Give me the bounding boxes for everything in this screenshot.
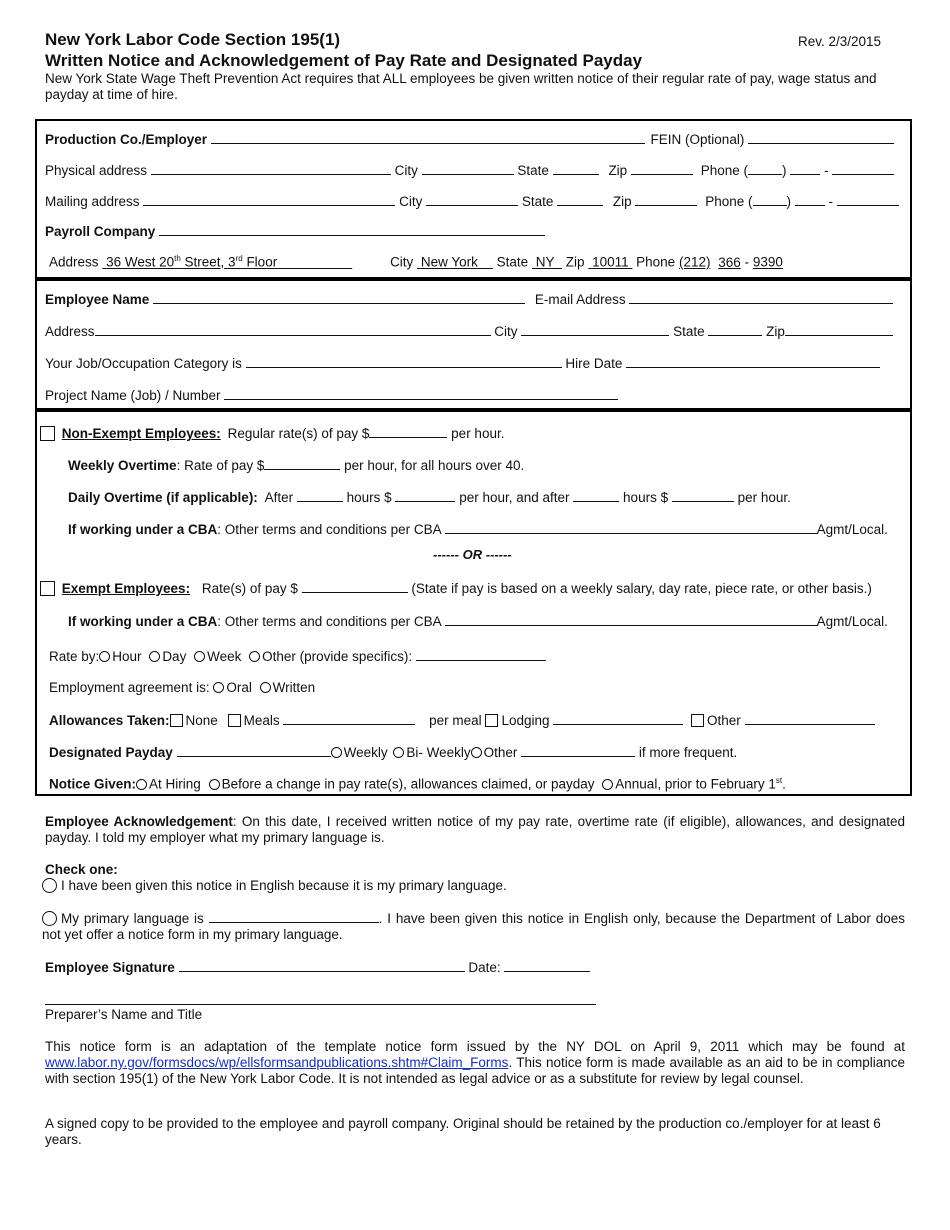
check-one-label: Check one: (45, 862, 118, 877)
payday-biweekly-radio[interactable] (393, 747, 404, 758)
mailing-address-field[interactable] (143, 193, 395, 206)
nonexempt-row: Non-Exempt Employees: Regular rate(s) of pay $ per hour. (40, 425, 504, 441)
exempt-rate-field[interactable] (302, 580, 408, 593)
employee-city-field[interactable] (521, 323, 669, 336)
employee-address-field[interactable] (95, 323, 491, 336)
physical-phone-prefix[interactable] (790, 162, 820, 175)
cba-terms-field-2[interactable] (445, 613, 817, 626)
cba-terms-field-1[interactable] (445, 521, 817, 534)
mailing-zip-field[interactable] (635, 193, 697, 206)
physical-state-field[interactable] (553, 162, 599, 175)
physical-phone-area[interactable] (748, 162, 782, 175)
agreement-written-radio[interactable] (260, 682, 271, 693)
notice-given-row: Notice Given: At Hiring Before a change in pay rate(s), allowances claimed, or payday Annual, prior to February 1st. (49, 776, 786, 792)
nonexempt-checkbox[interactable] (40, 426, 55, 441)
weekly-ot-rate-field[interactable] (264, 457, 340, 470)
footer-disclaimer: This notice form is an adaptation of the template notice form issued by the NY DOL on April 9, 2011 which may be found at www.labor.ny.gov/formsdocs/wp/ellsformsandpublications.shtm#Claim_Forms. This notice form is made available as an aid to be in compliance with section 195(1) of the New York Labor Code. It is not intended as legal advice or as a substitute for review by legal counsel. (45, 1039, 905, 1086)
rate-other-radio[interactable] (249, 651, 260, 662)
notice-hiring-radio[interactable] (136, 779, 147, 790)
regular-rate-field[interactable] (369, 425, 447, 438)
employee-zip-field[interactable] (785, 323, 893, 336)
payroll-company-field[interactable] (159, 223, 545, 236)
weekly-overtime-row: Weekly Overtime: Rate of pay $ per hour, for all hours over 40. (68, 458, 525, 473)
physical-address-row: Physical address City State Zip Phone ( ) - (45, 162, 894, 178)
rate-other-field[interactable] (416, 648, 546, 661)
payroll-company-row: Payroll Company (45, 223, 545, 239)
rate-hour-radio[interactable] (99, 651, 110, 662)
daily-overtime-row: Daily Overtime (if applicable): After hours $ per hour, and after hours $ per hour. (68, 490, 791, 505)
language-option-2: My primary language is . I have been given this notice in English only, because the Department of Labor does not yet offer a notice form in my primary language. (42, 911, 905, 942)
signature-field[interactable] (179, 959, 465, 972)
preparer-label: Preparer’s Name and Title (45, 1007, 203, 1022)
payroll-city-field[interactable]: New York (420, 254, 478, 270)
physical-zip-field[interactable] (631, 162, 693, 175)
fein-field[interactable] (748, 131, 894, 144)
project-field[interactable] (224, 387, 618, 400)
dol-forms-link[interactable]: www.labor.ny.gov/formsdocs/wp/ellsformsandpublications.shtm#Claim_Forms (45, 1055, 509, 1070)
allowance-meals-checkbox[interactable] (228, 714, 241, 727)
employee-name-field[interactable] (153, 291, 525, 304)
employee-name-row: Employee Name E-mail Address (45, 291, 893, 307)
payroll-phone-prefix[interactable]: 366 (718, 254, 741, 270)
acknowledgement-text: Employee Acknowledgement: On this date, I received written notice of my pay rate, overtime rate (if eligible), allowances, and designated payday. I told my employer what my primary language is. (45, 814, 905, 845)
employee-address-row: Address City State Zip (45, 323, 893, 339)
mailing-state-field[interactable] (557, 193, 603, 206)
rate-by-row: Rate by: Hour Day Week Other (provide specifics): (49, 648, 546, 664)
employee-state-field[interactable] (708, 323, 762, 336)
agreement-oral-radio[interactable] (213, 682, 224, 693)
payday-weekly-radio[interactable] (331, 747, 342, 758)
project-row: Project Name (Job) / Number (45, 387, 618, 403)
daily-ot-hours1-field[interactable] (297, 489, 343, 502)
physical-phone-line[interactable] (832, 162, 894, 175)
daily-ot-rate2-field[interactable] (672, 489, 734, 502)
signature-row: Employee Signature Date: (45, 959, 590, 975)
allowance-none-checkbox[interactable] (170, 714, 183, 727)
form-subtitle: Written Notice and Acknowledgement of Pay Rate and Designated Payday (45, 51, 643, 70)
rate-day-radio[interactable] (149, 651, 160, 662)
or-divider: ------ OR ------ (433, 547, 512, 562)
cba-row-1: If working under a CBA: Other terms and conditions per CBA Agmt/Local. (68, 522, 888, 537)
payroll-state-field[interactable]: NY (535, 254, 555, 270)
mailing-city-field[interactable] (426, 193, 518, 206)
mailing-address-row: Mailing address City State Zip Phone ( ) - (45, 193, 899, 209)
mailing-phone-area[interactable] (753, 193, 787, 206)
production-field[interactable] (211, 131, 645, 144)
notice-change-radio[interactable] (209, 779, 220, 790)
intro-text: New York State Wage Theft Prevention Act requires that ALL employees be given written notice of their regular rate of pay, wage status and payday at time of hire. (45, 71, 877, 102)
exempt-checkbox[interactable] (40, 581, 55, 596)
preparer-line[interactable] (45, 1003, 596, 1005)
mailing-phone-line[interactable] (837, 193, 899, 206)
language-option-1: I have been given this notice in English because it is my primary language. (42, 878, 507, 893)
physical-city-field[interactable] (422, 162, 514, 175)
job-category-field[interactable] (246, 355, 562, 368)
payday-field[interactable] (177, 744, 331, 757)
hire-date-field[interactable] (626, 355, 880, 368)
primary-language-other-radio[interactable] (42, 911, 57, 926)
payroll-address-row: Address 36 West 20th Street, 3rd Floor City New York State NY Zip 10011 Phone (212) 366 - 9390 (49, 254, 783, 270)
revision-date: Rev. 2/3/2015 (798, 34, 882, 49)
payday-row: Designated Payday Weekly Bi- Weekly Other if more frequent. (49, 745, 738, 760)
form-title: New York Labor Code Section 195(1) (45, 30, 341, 49)
meals-amount-field[interactable] (283, 712, 415, 725)
exempt-row: Exempt Employees: Rate(s) of pay $ (State if pay is based on a weekly salary, day rate, piece rate, or other basis.) (40, 580, 872, 596)
allowance-other-field[interactable] (745, 712, 875, 725)
email-field[interactable] (629, 291, 893, 304)
footer-retention-note: A signed copy to be provided to the employee and payroll company. Original should be retained by the production co./employer for at least 6 years. (45, 1116, 881, 1147)
job-category-row: Your Job/Occupation Category is Hire Date (45, 355, 880, 371)
allowances-row: Allowances Taken: None Meals per meal Lodging Other (49, 712, 875, 728)
payroll-phone-line[interactable]: 9390 (752, 254, 783, 270)
agreement-row: Employment agreement is: Oral Written (49, 680, 316, 695)
allowance-lodging-checkbox[interactable] (485, 714, 498, 727)
lodging-amount-field[interactable] (553, 712, 683, 725)
payday-other-field[interactable] (521, 744, 635, 757)
signature-date-field[interactable] (504, 959, 590, 972)
daily-ot-rate1-field[interactable] (395, 489, 455, 502)
payday-other-radio[interactable] (471, 747, 482, 758)
primary-language-english-radio[interactable] (42, 878, 57, 893)
daily-ot-hours2-field[interactable] (573, 489, 619, 502)
mailing-phone-prefix[interactable] (795, 193, 825, 206)
primary-language-field[interactable] (209, 910, 379, 923)
notice-annual-radio[interactable] (602, 779, 613, 790)
rate-week-radio[interactable] (194, 651, 205, 662)
physical-address-field[interactable] (151, 162, 391, 175)
production-row: Production Co./Employer FEIN (Optional) (45, 131, 894, 147)
payroll-zip-field[interactable]: 10011 (592, 254, 629, 270)
payroll-address-field[interactable]: 36 West 20th Street, 3rd Floor (106, 254, 278, 270)
cba-row-2: If working under a CBA: Other terms and conditions per CBA Agmt/Local. (68, 614, 888, 629)
payroll-phone-area[interactable]: (212) (678, 254, 711, 270)
allowance-other-checkbox[interactable] (691, 714, 704, 727)
